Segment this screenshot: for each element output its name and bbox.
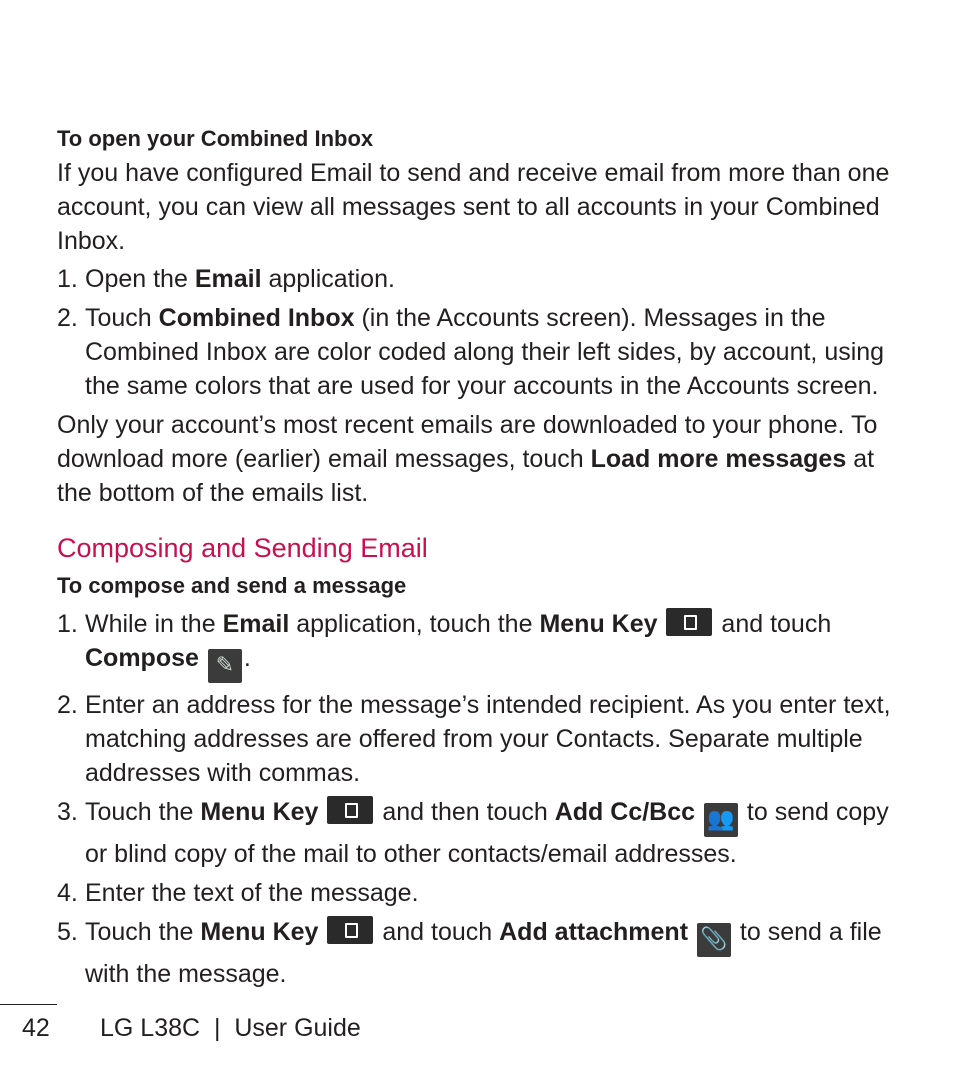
step-number: 2. (57, 304, 78, 332)
list-item: 2. Enter an address for the message’s intended recipient. As you enter text, matching addresses are offered from your Contacts. Separate multiple addresses with commas. (57, 688, 902, 790)
menu-key-icon (666, 608, 712, 636)
heading-compose-message: To compose and send a message (57, 573, 407, 598)
list-item: 5. Touch the Menu Key and touch Add attachment 📎 to send a file with the message. (57, 915, 902, 991)
compose-icon: ✎ (208, 649, 242, 683)
paperclip-icon: 📎 (697, 923, 731, 957)
step-number: 1. (57, 265, 78, 293)
contacts-icon: 👥 (704, 803, 738, 837)
step-number: 5. (57, 918, 78, 946)
step-number: 4. (57, 879, 78, 907)
menu-key-icon (327, 796, 373, 824)
intro-paragraph: If you have configured Email to send and receive email from more than one account, you can view all messages sent to all accounts in your Combined Inbox. (57, 159, 890, 255)
combined-inbox-steps (57, 262, 902, 403)
list-item: 4. Enter the text of the message. (57, 876, 902, 910)
page-number: 42 (22, 1014, 50, 1042)
step-number: 3. (57, 798, 78, 826)
heading-open-combined-inbox: To open your Combined Inbox (57, 126, 374, 151)
menu-key-icon (327, 916, 373, 944)
footer-guide-title: LG L38C | User Guide (100, 1014, 361, 1042)
section-title-composing: Composing and Sending Email (57, 533, 428, 563)
step-number: 1. (57, 610, 78, 638)
list-item: 1. While in the Email application, touch the Menu Key and touch Compose ✎ . (57, 607, 902, 683)
list-item: 3. Touch the Menu Key and then touch Add Cc/Bcc 👥 to send copy or blind copy of the mail to other contacts/email addresses. (57, 795, 902, 871)
page-content (57, 122, 902, 996)
list-item: 1. Open the Email application. (57, 262, 902, 296)
list-item: 2. Touch Combined Inbox (in the Accounts screen). Messages in the Combined Inbox are color coded along their left sides, by account, using the same colors that are used for your accounts in the Accounts screen. (57, 301, 902, 403)
note-paragraph: Only your account’s most recent emails are downloaded to your phone. To download more (earlier) email messages, touch Load more messages at the bottom of the emails list. (57, 411, 878, 507)
step-number: 2. (57, 691, 78, 719)
footer-rule (0, 1004, 57, 1005)
compose-steps (57, 607, 902, 991)
